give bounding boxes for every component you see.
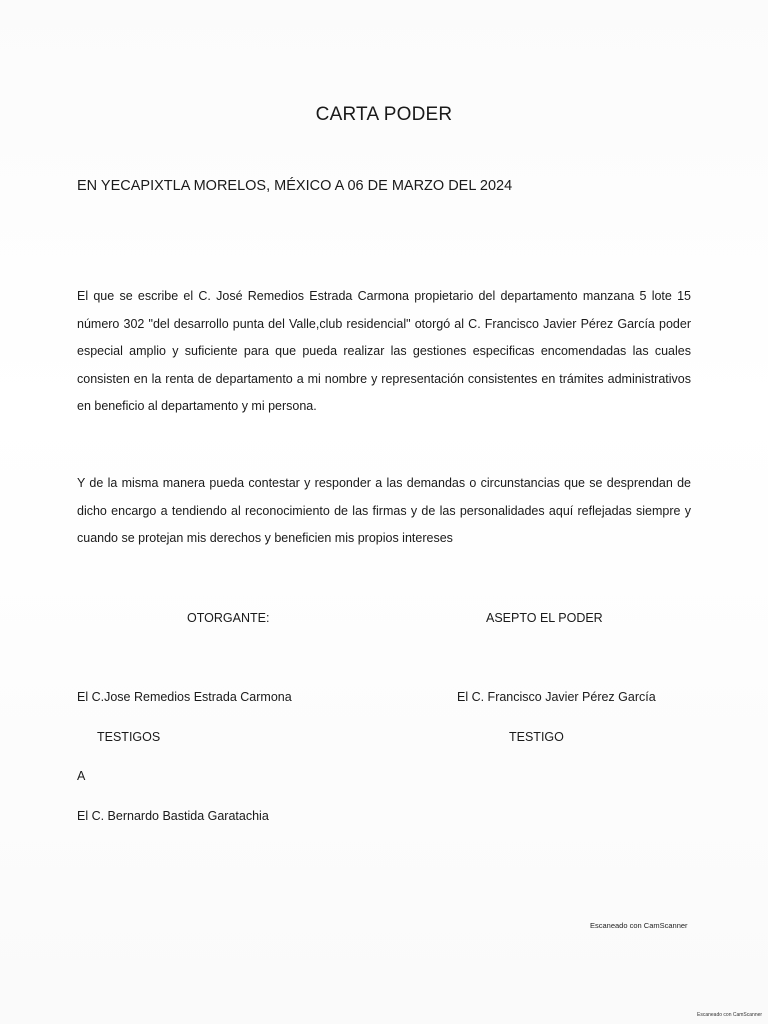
body-paragraph-1: El que se escribe el C. José Remedios Estrada Carmona propietario del departamento manzana 5 lote 15 número 302 "del desarrollo punta del Valle,club residencial" otorgó al C. Francisco Javier Pérez García poder especial amplio y suficiente para que pueda realizar las gestiones especificas encomendadas las cuales consisten en la renta de departamento a mi nombre y representación consistentes en trámites administrativos en beneficio al departamento y mi persona.: [77, 289, 691, 413]
place-and-date: EN YECAPIXTLA MORELOS, MÉXICO A 06 DE MARZO DEL 2024: [77, 178, 513, 194]
document-title: CARTA PODER: [315, 104, 453, 125]
grantee-label: ASEPTO EL PODER: [486, 611, 603, 625]
grantor-label: OTORGANTE:: [187, 611, 270, 625]
witness-label: TESTIGO: [509, 730, 564, 744]
camscanner-watermark: Escaneado con CamScanner: [590, 921, 688, 930]
witnesses-label: TESTIGOS: [97, 730, 161, 744]
body-paragraph-2: Y de la misma manera pueda contestar y responder a las demandas o circunstancias que se desprendan de dicho encargo a tendiendo al reconocimiento de las firmas y de las personalidades aquí reflejadas siempre y cuando se protejan mis derechos y beneficien mis propios intereses: [77, 476, 691, 545]
witness-name: El C. Bernardo Bastida Garatachia: [77, 809, 269, 823]
grantor-name: El C.Jose Remedios Estrada Carmona: [77, 690, 292, 704]
grantee-name: El C. Francisco Javier Pérez García: [457, 690, 656, 704]
witness-a-marker: A: [77, 769, 86, 783]
camscanner-footer-watermark: Escaneado con CamScanner: [697, 1012, 763, 1018]
